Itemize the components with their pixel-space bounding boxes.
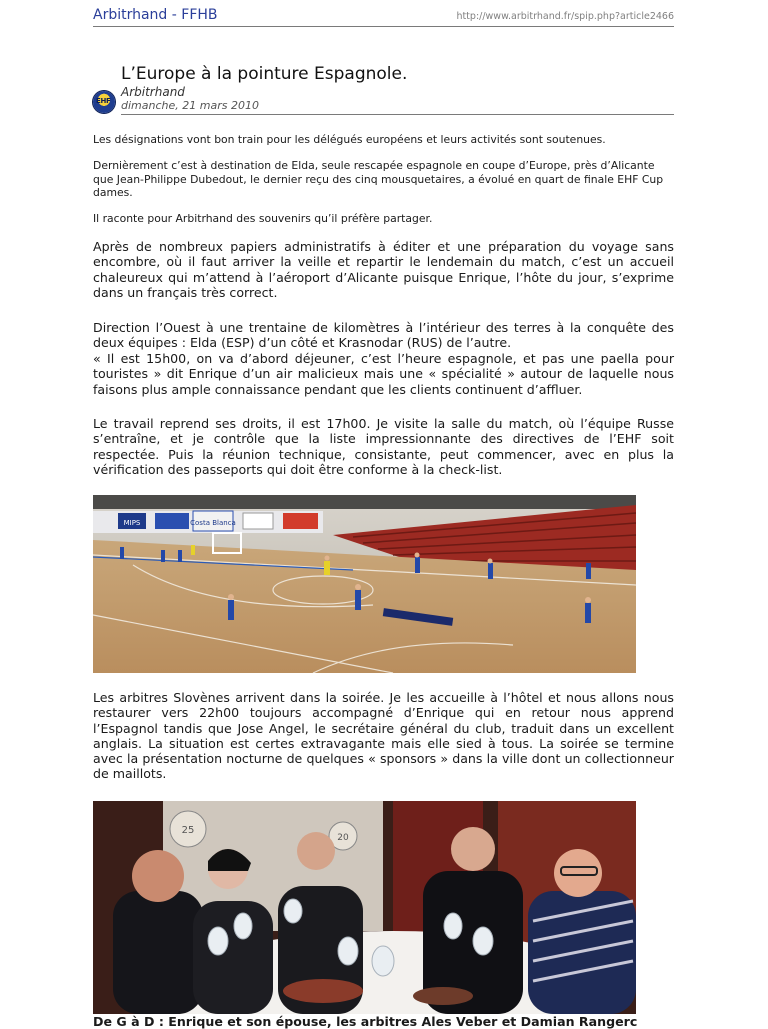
body-paragraph: Le travail reprend ses droits, il est 17h00. Je visite la salle du match, où l’équipe Russe s’entraîne, et je contrôle que la liste impressionnante des directives de l’EHF soit respectée. Puis la réunion technique, consistante, peut commencer, avec en plus la vérification des passeports qui doit être conforme à la check-list. [93, 416, 674, 477]
body-paragraph: Direction l’Ouest à une trentaine de kilomètres à l’intérieur des terres à la conquête des deux équipes : Elda (ESP) d’un côté et Krasnodar (RUS) de l’autre. [93, 320, 674, 351]
body-paragraph: Les arbitres Slovènes arrivent dans la soirée. Je les accueille à l’hôtel et nous allons nous restaurer vers 22h00 toujours accompagné d’Enrique qui en retour nous apprend l’Espagnol tandis que Jose Angel, le secrétaire général du club, traduit dans un excellent anglais. La situation est certes extravagante mais elle sied à tous. La soirée se termine avec la présentation nocturne de quelques « sponsors » dans la ville dont un collectionneur de maillots. [93, 690, 674, 782]
article-url[interactable]: http://www.arbitrhand.fr/spip.php?article2466 [456, 11, 674, 22]
photo-handball-court [93, 495, 636, 673]
intro-paragraph: Dernièrement c’est à destination de Elda, seule rescapée espagnole en coupe d’Europe, près d’Alicante que Jean-Philippe Dubedout, le dernier reçu des cinq mousquetaires, a évolué en quart de finale EHF Cup dames. [93, 159, 664, 199]
article-author: Arbitrhand [121, 85, 185, 99]
banner-text: MIPS [123, 519, 141, 527]
article-title: L’Europe à la pointure Espagnole. [121, 64, 408, 84]
body-paragraph: Après de nombreux papiers administratifs à éditer et une préparation du voyage sans encombre, où il faut arriver la veille et repartir le lendemain du match, c’est un accueil chaleureux qui m’attend à l’aéroport d’Alicante puisque Enrique, l’hôte du jour, s’exprime dans un français très correct. [93, 239, 674, 300]
article-date: dimanche, 21 mars 2010 [121, 99, 259, 112]
banner-text: 20 [337, 833, 349, 843]
page-header [93, 6, 674, 27]
intro-paragraph: Il raconte pour Arbitrhand des souvenirs qu’il préfère partager. [93, 212, 433, 225]
divider [121, 114, 674, 115]
banner-text: 25 [181, 825, 195, 836]
photo-caption: De G à D : Enrique et son épouse, les arbitres Ales Veber et Damian Rangerc [93, 1014, 638, 1029]
body-paragraph: « Il est 15h00, on va d’abord déjeuner, c’est l’heure espagnole, et pas une paella pour touristes » dit Enrique d’un air malicieux mais une « spécialité » autour de laquelle nous faisons plus ample connaissance pendant que les clients continuent d’affluer. [93, 351, 674, 397]
banner-text: Costa Blanca [190, 519, 236, 527]
logo-text: EHF [96, 97, 111, 105]
ehf-logo-icon [93, 91, 115, 113]
site-name[interactable]: Arbitrhand - FFHB [93, 7, 218, 23]
photo-dinner-group [93, 801, 636, 1014]
intro-paragraph: Les désignations vont bon train pour les délégués européens et leurs activités sont soutenues. [93, 133, 606, 146]
